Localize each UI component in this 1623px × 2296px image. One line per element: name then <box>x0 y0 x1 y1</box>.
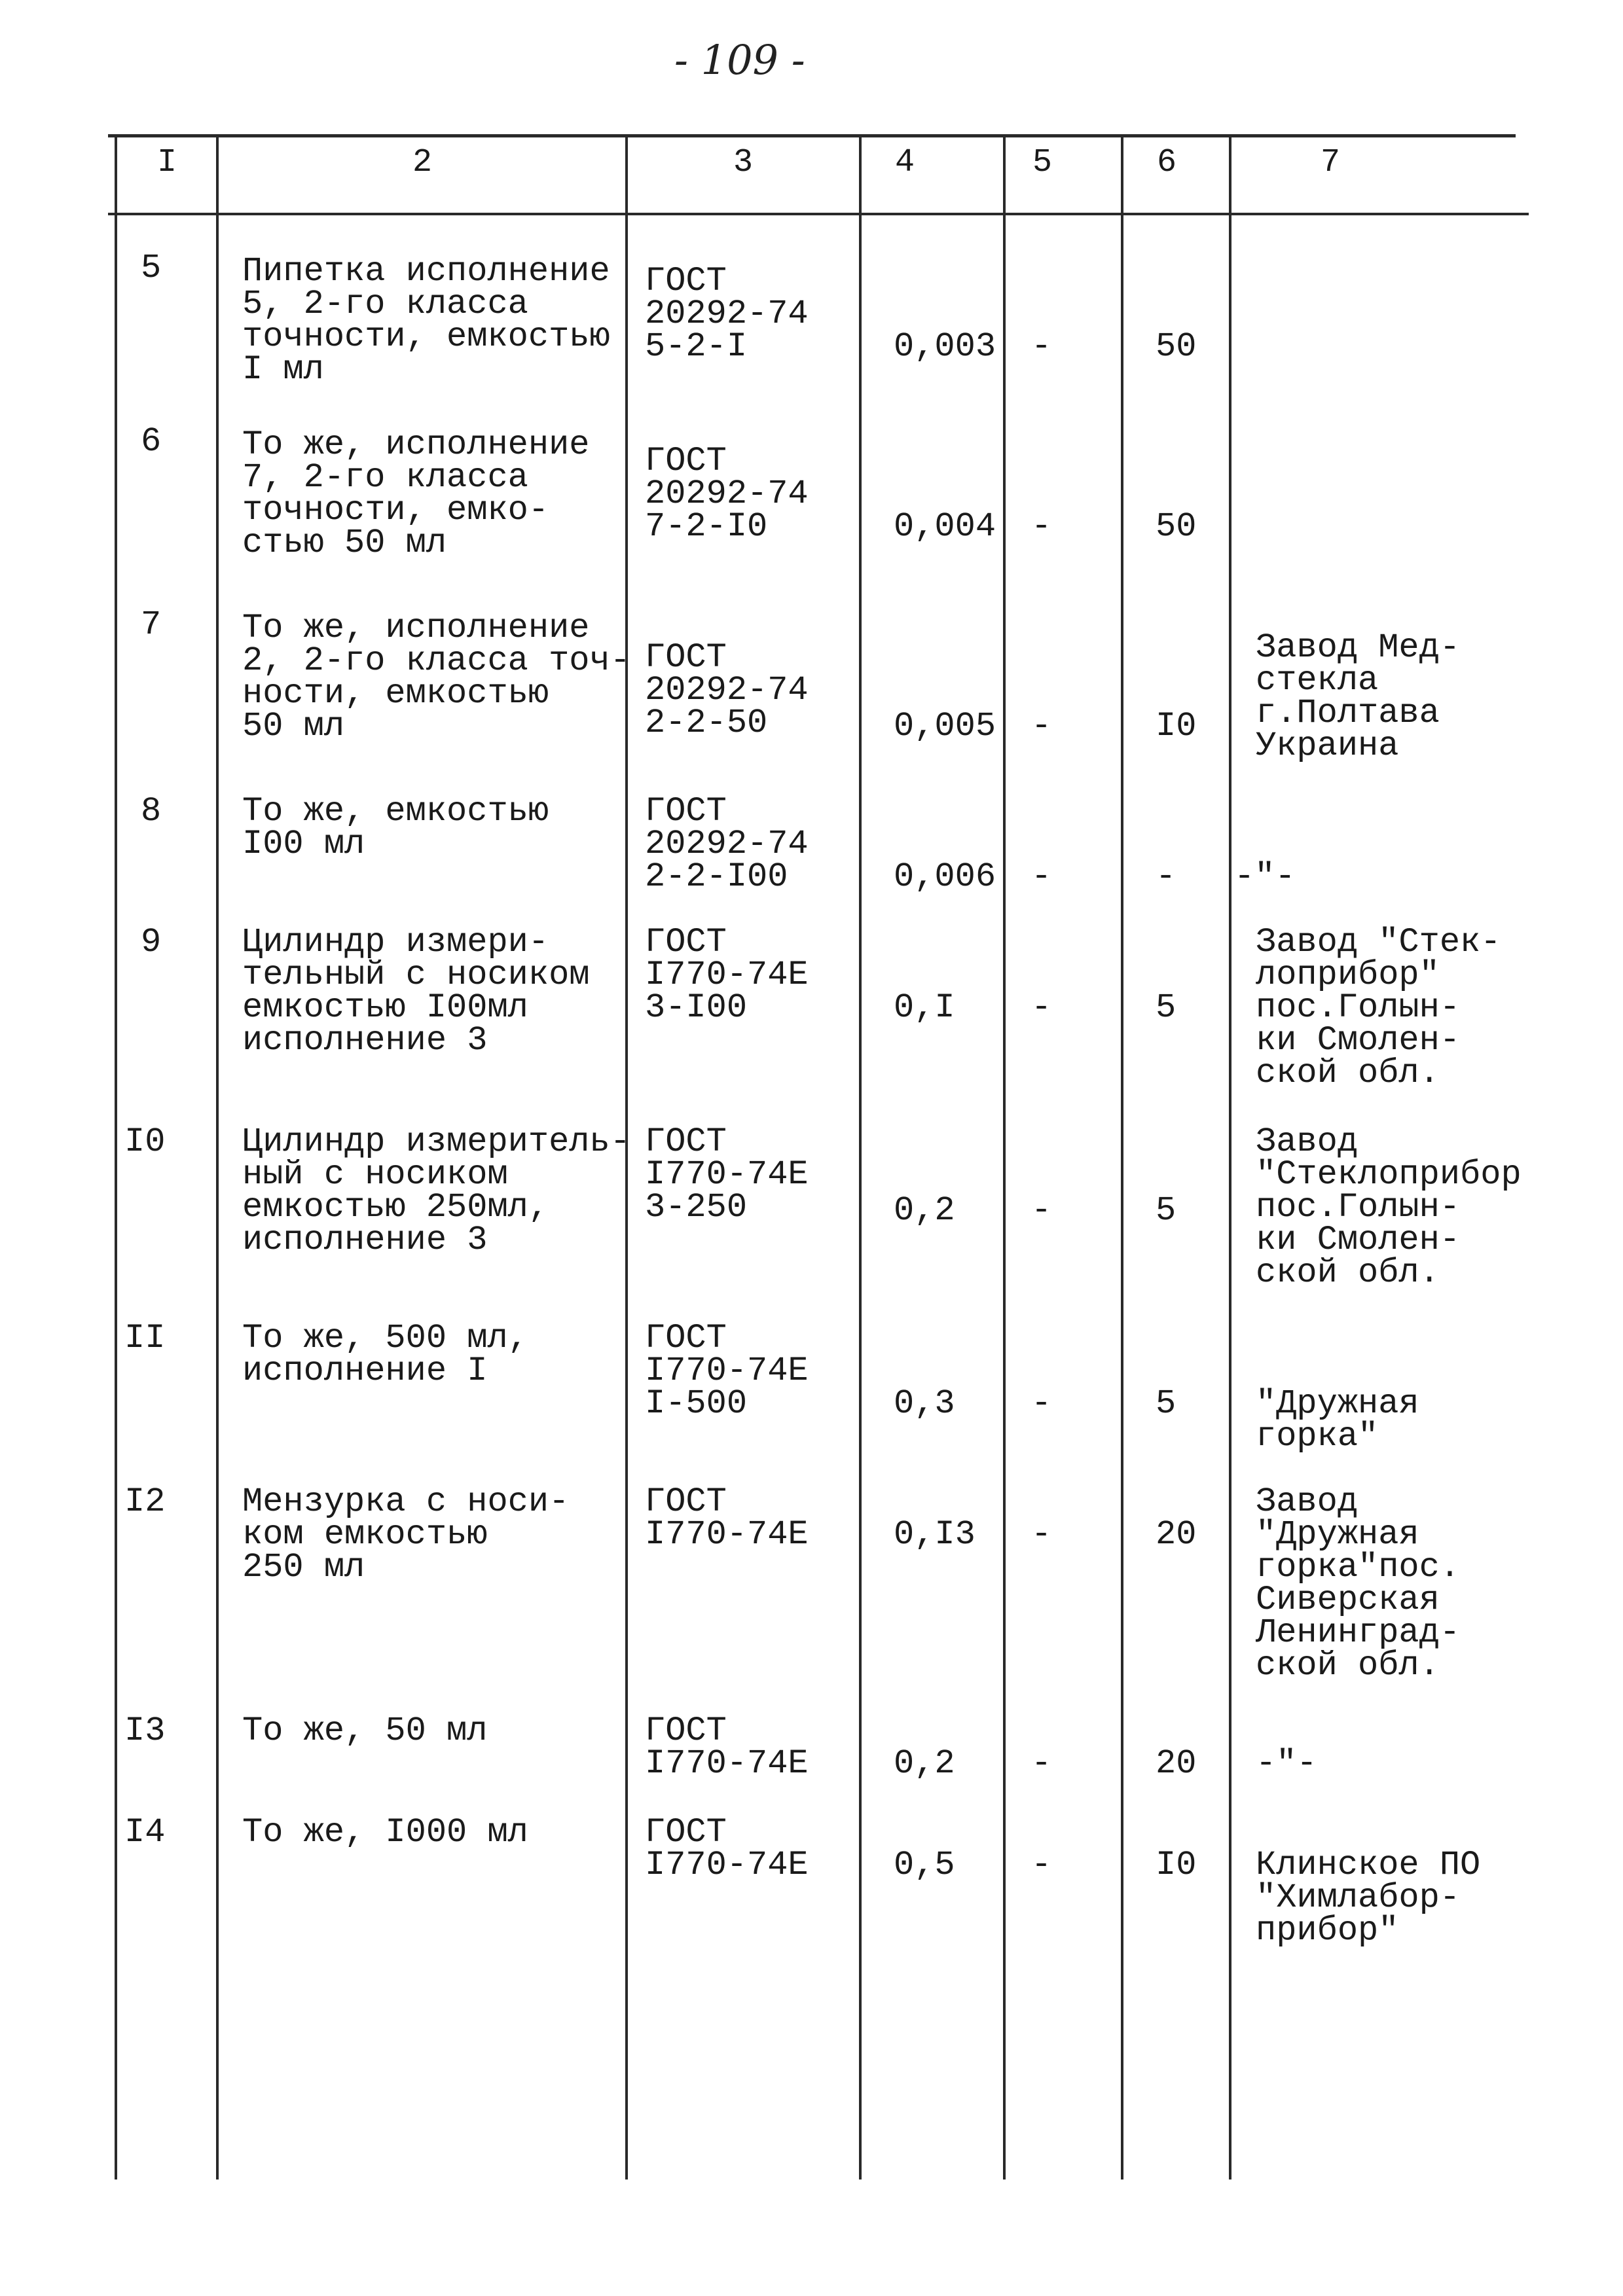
quantity: 0,I <box>894 988 955 1027</box>
header-rule <box>108 213 1529 215</box>
column-6-value: 5 <box>1156 988 1176 1027</box>
column-6-value: 50 <box>1156 507 1197 546</box>
quantity: 0,3 <box>894 1384 955 1423</box>
column-5-value: - <box>1031 327 1052 366</box>
column-5-value: - <box>1031 1384 1052 1423</box>
manufacturer: -"- <box>1256 1744 1317 1783</box>
row-number: 7 <box>141 605 162 644</box>
item-name: Цилиндр измеритель- ный с носиком емкостью 250мл, исполнение 3 <box>242 1122 630 1259</box>
column-5-value: - <box>1031 1846 1052 1884</box>
column-6-value: I0 <box>1156 1846 1197 1884</box>
manufacturer: -"- <box>1234 857 1296 896</box>
column-5-value: - <box>1031 1515 1052 1554</box>
manufacturer: Завод Мед- стекла г.Полтава Украина <box>1256 628 1461 765</box>
manufacturer: Завод "Дружная горка"пос. Сиверская Ленинград- ской обл. <box>1256 1482 1461 1685</box>
column-divider <box>216 137 219 2179</box>
item-name: То же, I000 мл <box>242 1813 528 1852</box>
item-name: То же, исполнение 7, 2-го класса точности, емко- стью 50 мл <box>242 425 590 562</box>
row-number: I4 <box>124 1813 166 1852</box>
manufacturer: "Дружная горка" <box>1256 1384 1419 1456</box>
page-number: - 109 - <box>674 36 805 84</box>
row-number: 6 <box>141 422 162 461</box>
row-number: 9 <box>141 923 162 961</box>
column-header: 5 <box>1032 144 1052 181</box>
column-5-value: - <box>1031 1744 1052 1783</box>
quantity: 0,2 <box>894 1191 955 1230</box>
column-divider <box>1229 137 1231 2179</box>
item-name: Пипетка исполнение 5, 2-го класса точности, емкостью I мл <box>242 252 610 389</box>
column-6-value: 5 <box>1156 1191 1176 1230</box>
manufacturer: Завод "Стеклоприбор пос.Голын- ки Смолен- ской обл. <box>1256 1122 1522 1292</box>
column-header: 6 <box>1156 144 1176 181</box>
quantity: 0,006 <box>894 857 996 896</box>
item-name: То же, емкостью I00 мл <box>242 792 549 863</box>
column-divider <box>1003 137 1006 2179</box>
item-standard: ГОСТ I770-74Е 3-250 <box>645 1122 809 1227</box>
item-standard: ГОСТ I770-74Е 3-I00 <box>645 923 809 1027</box>
item-standard: ГОСТ I770-74Е <box>645 1482 809 1554</box>
row-number: I0 <box>124 1122 166 1161</box>
column-5-value: - <box>1031 857 1052 896</box>
item-name: Цилиндр измери- тельный с носиком емкостью I00мл исполнение 3 <box>242 923 590 1060</box>
column-6-value: 50 <box>1156 327 1197 366</box>
row-number: 5 <box>141 249 162 287</box>
column-6-value: 5 <box>1156 1384 1176 1423</box>
item-standard: ГОСТ 20292-74 5-2-I <box>645 262 809 366</box>
quantity: 0,003 <box>894 327 996 366</box>
row-number: II <box>124 1319 166 1357</box>
column-6-value: 20 <box>1156 1515 1197 1554</box>
item-name: То же, 50 мл <box>242 1712 488 1750</box>
top-rule <box>108 134 1516 137</box>
manufacturer: Завод "Стек- лоприбор" пос.Голын- ки Смолен- ской обл. <box>1256 923 1501 1092</box>
row-number: 8 <box>141 792 162 831</box>
column-header: 2 <box>412 144 432 181</box>
column-divider <box>115 137 117 2179</box>
item-name: То же, исполнение 2, 2-го класса точ- ности, емкостью 50 мл <box>242 609 630 745</box>
column-6-value: 20 <box>1156 1744 1197 1783</box>
item-standard: ГОСТ I770-74Е <box>645 1813 809 1884</box>
manufacturer: Клинское ПО "Химлабор- прибор" <box>1256 1846 1481 1950</box>
item-standard: ГОСТ I770-74Е <box>645 1712 809 1783</box>
column-6-value: - <box>1156 857 1176 896</box>
item-name: То же, 500 мл, исполнение I <box>242 1319 528 1390</box>
quantity: 0,5 <box>894 1846 955 1884</box>
column-divider <box>859 137 862 2179</box>
column-5-value: - <box>1031 707 1052 745</box>
item-standard: ГОСТ 20292-74 2-2-50 <box>645 638 809 742</box>
item-standard: ГОСТ 20292-74 2-2-I00 <box>645 792 809 896</box>
quantity: 0,2 <box>894 1744 955 1783</box>
item-standard: ГОСТ I770-74Е I-500 <box>645 1319 809 1423</box>
column-5-value: - <box>1031 507 1052 546</box>
row-number: I3 <box>124 1712 166 1750</box>
column-header: 4 <box>894 144 915 181</box>
quantity: 0,004 <box>894 507 996 546</box>
row-number: I2 <box>124 1482 166 1521</box>
quantity: 0,I3 <box>894 1515 976 1554</box>
column-5-value: - <box>1031 1191 1052 1230</box>
item-standard: ГОСТ 20292-74 7-2-I0 <box>645 442 809 546</box>
quantity: 0,005 <box>894 707 996 745</box>
column-header: 3 <box>733 144 753 181</box>
column-5-value: - <box>1031 988 1052 1027</box>
item-name: Мензурка с носи- ком емкостью 250 мл <box>242 1482 570 1587</box>
column-header: I <box>156 144 177 181</box>
column-header: 7 <box>1320 144 1340 181</box>
column-6-value: I0 <box>1156 707 1197 745</box>
column-divider <box>1121 137 1123 2179</box>
